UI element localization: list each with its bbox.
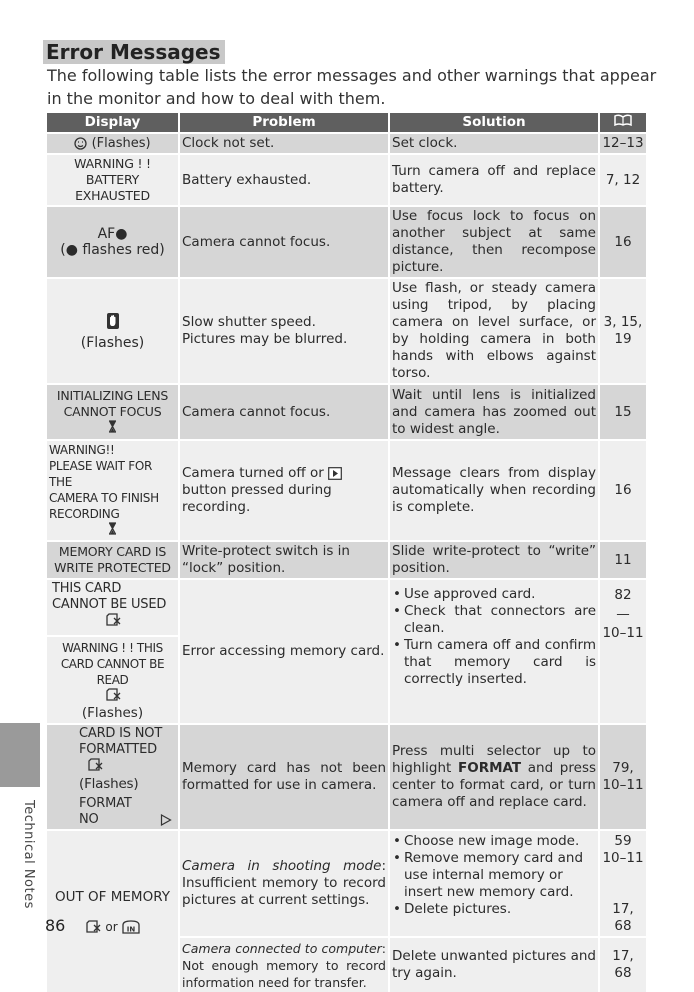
solution-cell: Wait until lens is initialized and camera has zoomed out to widest angle. xyxy=(390,383,598,439)
problem-cell: Slow shutter speed. Pictures may be blurred. xyxy=(180,277,388,383)
display-cell: WARNING ! ! BATTERY EXHAUSTED xyxy=(47,153,178,205)
page-title: Error Messages xyxy=(43,40,225,64)
table-row xyxy=(47,277,646,383)
page-cell: 79, 10–11 xyxy=(600,723,646,829)
problem-cell: Memory card has not been formatted for use in camera. xyxy=(180,723,388,829)
display-cell: (Flashes) xyxy=(47,277,178,383)
page-number: 86 xyxy=(45,916,66,935)
problem-cell: Clock not set. xyxy=(180,132,388,153)
solution-cell: Message clears from display automatically when recording is complete. xyxy=(390,439,598,540)
problem-cell: Error accessing memory card. xyxy=(180,578,388,723)
memory-card-error-icon xyxy=(85,920,101,933)
problem-cell: Camera in shooting mode: Insufficient memory to record pictures at current settings. xyxy=(180,829,388,936)
solution-cell: Turn camera off and replace battery. xyxy=(390,153,598,205)
page-cell: 11 xyxy=(600,540,646,578)
problem-cell: Camera cannot focus. xyxy=(180,205,388,277)
display-cell: OUT OF MEMORY or IN xyxy=(47,829,178,992)
header-page xyxy=(600,113,646,132)
page-cell: 59 10–11 17, 68 xyxy=(600,829,646,936)
table-row xyxy=(47,132,646,153)
camera-shake-icon xyxy=(106,312,120,330)
intro-text: The following table lists the error messages and other warnings that appear in the monitor and how to deal with them. xyxy=(47,66,657,108)
solution-cell: Slide write-protect to “write” position. xyxy=(390,540,598,578)
header-solution: Solution xyxy=(390,113,598,132)
solution-cell: Set clock. xyxy=(390,132,598,153)
solution-cell: Press multi selector up to highlight FORMAT and press center to format card, or turn camera off and replace card. xyxy=(390,723,598,829)
page-cell: 15 xyxy=(600,383,646,439)
table-row xyxy=(47,383,646,439)
right-arrow-icon xyxy=(160,814,172,826)
solution-cell: • Use approved card. • Check that connectors are clean. • Turn camera off and confirm that memory card is correctly inserted. xyxy=(390,578,598,723)
svg-text:IN: IN xyxy=(126,925,136,933)
section-tab xyxy=(0,723,40,787)
table-row xyxy=(47,540,646,578)
page-cell: 82 — 10–11 xyxy=(600,578,646,723)
internal-memory-icon xyxy=(122,920,140,934)
page-cell: 16 xyxy=(600,205,646,277)
header-display: Display xyxy=(47,113,178,132)
problem-cell: Write-protect switch is in “lock” position. xyxy=(180,540,388,578)
memory-card-error-icon xyxy=(87,758,103,771)
display-cell: (Flashes) xyxy=(47,132,178,153)
problem-cell: Battery exhausted. xyxy=(180,153,388,205)
display-cell: MEMORY CARD IS WRITE PROTECTED xyxy=(47,540,178,578)
display-cell: CARD IS NOT FORMATTED (Flashes) FORMAT NO xyxy=(47,723,178,829)
hourglass-icon xyxy=(108,522,117,535)
book-icon xyxy=(614,114,632,126)
memory-card-error-icon xyxy=(105,613,121,626)
section-label: Technical Notes xyxy=(21,800,36,909)
table-row xyxy=(47,153,646,205)
clock-warning-icon xyxy=(74,137,87,150)
page-cell: 7, 12 xyxy=(600,153,646,205)
solution-cell: Use focus lock to focus on another subject at same distance, then recompose picture. xyxy=(390,205,598,277)
hourglass-icon xyxy=(108,420,117,433)
solution-cell: Use flash, or steady camera using tripod, by placing camera on level surface, or by holding camera in both hands with elbows against torso. xyxy=(390,277,598,383)
page-cell: 17, 68 xyxy=(600,936,646,992)
problem-cell: Camera cannot focus. xyxy=(180,383,388,439)
header-problem: Problem xyxy=(180,113,388,132)
page-cell: 16 xyxy=(600,439,646,540)
problem-cell: Camera turned off or button pressed during recording. xyxy=(180,439,388,540)
table-row xyxy=(47,439,646,540)
playback-button-icon xyxy=(328,467,342,480)
display-cell: THIS CARD CANNOT BE USED WARNING ! ! THIS CARD CANNOT BE READ (Flashes) xyxy=(47,578,178,723)
solution-cell: Delete unwanted pictures and try again. xyxy=(390,936,598,992)
table-row xyxy=(47,578,646,723)
problem-cell: Camera connected to computer: Not enough memory to record information need for transfer. xyxy=(180,936,388,992)
table-row xyxy=(47,205,646,277)
page-cell: 3, 15, 19 xyxy=(600,277,646,383)
table-row xyxy=(47,723,646,829)
display-cell: AF● (● flashes red) xyxy=(47,205,178,277)
table-header-row xyxy=(47,113,646,132)
memory-card-error-icon xyxy=(105,688,121,701)
solution-cell: • Choose new image mode. • Remove memory card and use internal memory or insert new memory card. • Delete pictures. xyxy=(390,829,598,936)
error-messages-table xyxy=(45,113,648,992)
table-row xyxy=(47,829,646,936)
display-cell: INITIALIZING LENS CANNOT FOCUS xyxy=(47,383,178,439)
display-cell: WARNING!! PLEASE WAIT FOR THE CAMERA TO FINISH RECORDING xyxy=(47,439,178,540)
page-cell: 12–13 xyxy=(600,132,646,153)
